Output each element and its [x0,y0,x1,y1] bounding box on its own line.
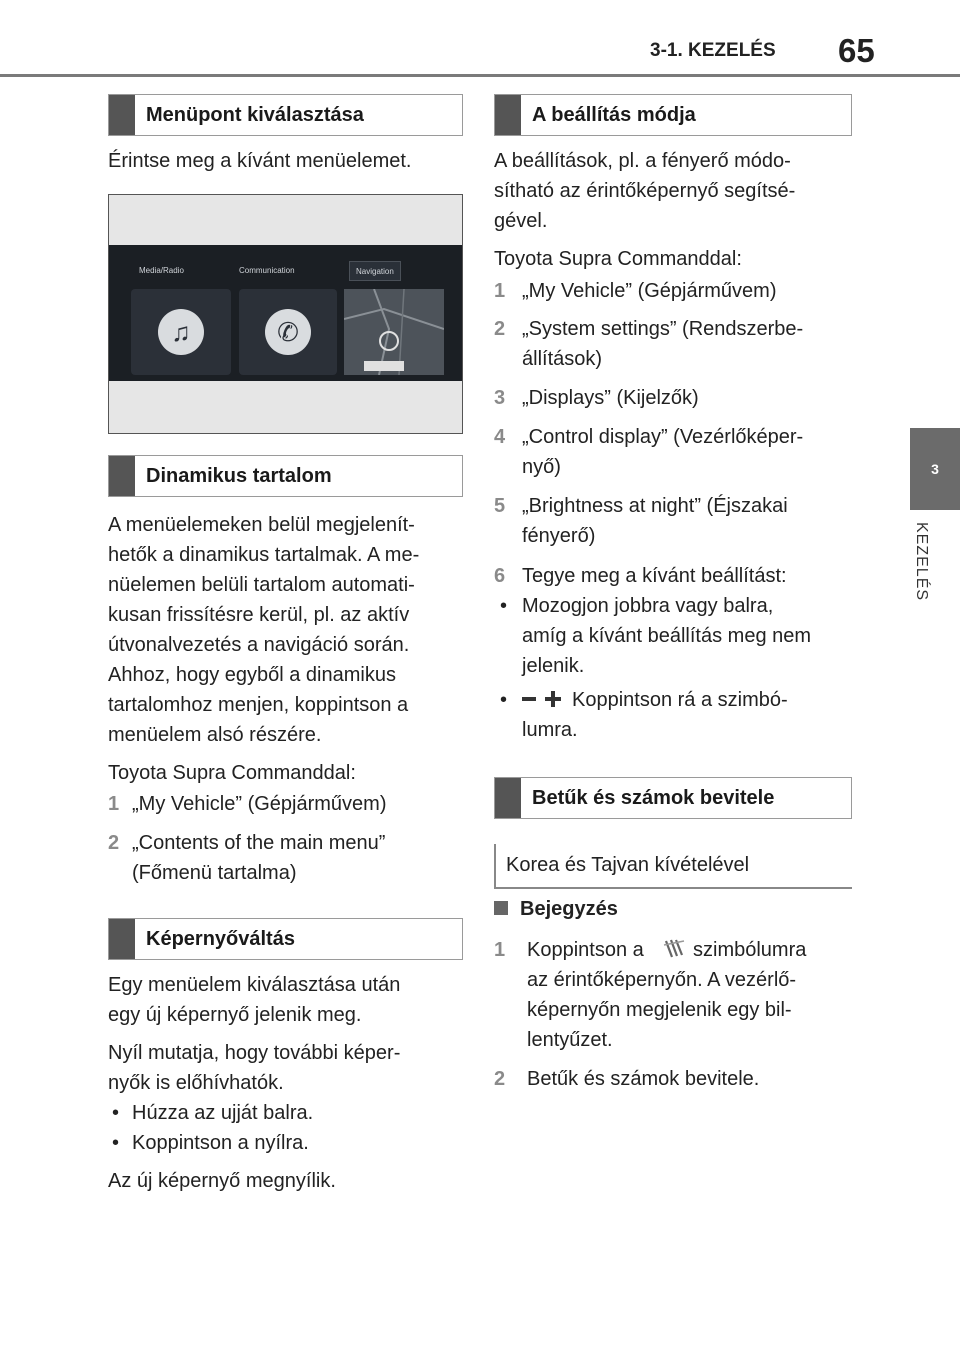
media-tile [131,289,231,375]
paragraph-line: Nyíl mutatja, hogy további képer- [108,1042,401,1064]
step-number: 1 [494,280,506,302]
step-text: „Brightness at night” (Éjszakai [522,495,788,517]
bullet-marker: • [500,595,508,617]
step-text: képernyőn megjelenik egy bil- [527,999,792,1021]
section-header-screen-switch [108,918,463,960]
paragraph-line: A menüelemeken belül megjelenít- [108,514,415,536]
step-text: az érintőképernyőn. A vezérlő- [527,969,797,991]
step-text: „Contents of the main menu” [132,832,386,854]
music-note-icon: ♫ [158,309,204,355]
section-header-text: Menüpont kiválasztása [146,104,364,126]
step-text: „Displays” (Kijelzők) [522,387,699,409]
intro-line: Toyota Supra Commanddal: [108,762,356,784]
paragraph-line: A beállítások, pl. a fényerő módo- [494,150,791,172]
chapter-label: KEZELÉS [913,522,930,602]
step-number: 6 [494,565,506,587]
paragraph-line: egy új képernyő jelenik meg. [108,1004,362,1026]
section-bar [495,778,521,818]
section-title: 3-1. KEZELÉS [650,40,776,61]
step-text: Tegye meg a kívánt beállítást: [522,565,787,587]
intro-line: Toyota Supra Commanddal: [494,248,742,270]
paragraph-line: Ahhoz, hogy egyből a dinamikus [108,664,396,686]
step-text: szimbólumra [693,939,807,961]
chapter-tab: 3 [910,428,960,510]
section-header-text: Képernyőváltás [146,928,295,950]
section-bar [109,95,135,135]
bullet-text: Koppintson a nyílra. [132,1132,309,1154]
section-header-text: Dinamikus tartalom [146,465,332,487]
section-header-setting-method [494,94,852,136]
navigation-map-tile [344,289,444,375]
bullet-text: Húzza az ujját balra. [132,1102,314,1124]
step-number: 3 [494,387,506,409]
step-number: 4 [494,426,506,448]
paragraph-line: tartalomhoz menjen, koppintson a [108,694,409,716]
section-header-text: A beállítás módja [532,104,696,126]
step-text: nyő) [522,456,561,478]
bullet-text: Koppintson rá a szimbó- [572,689,788,711]
screen-tabs [109,261,462,281]
step-number: 2 [494,1068,506,1090]
bullet-text: lumra. [522,719,578,741]
step-text: „My Vehicle” (Gépjárművem) [522,280,777,302]
paragraph-line: Egy menüelem kiválasztása után [108,974,401,996]
step-text: (Főmenü tartalma) [132,862,297,884]
paragraph-line: nyők is előhívhatók. [108,1072,284,1094]
step-number: 1 [494,939,506,961]
bullet-marker: • [112,1102,120,1124]
step-text: Koppintson a [527,939,644,961]
page-number: 65 [838,32,875,69]
section-header-menu-select [108,94,463,136]
communication-tile [239,289,337,375]
section-header-dynamic-content [108,455,463,497]
section-bar [109,456,135,496]
minus-plus-icon [520,688,564,715]
paragraph-line: menüelem alsó részére. [108,724,322,746]
section-header-text-input [494,777,852,819]
subheading-text: Bejegyzés [520,898,618,920]
region-note-box [494,844,852,889]
paragraph-line: nüelemen belüli tartalom automati- [108,574,415,596]
section-bar [495,95,521,135]
step-number: 5 [494,495,506,517]
tab-communication: Communication [239,266,295,275]
paragraph-line: útvonalvezetés a navigáció során. [108,634,410,656]
square-bullet-icon [494,901,508,915]
screen-figure [108,194,463,434]
subheading-entry [494,898,618,921]
step-text: lentyűzet. [527,1029,613,1051]
step-text: fényerő) [522,525,596,547]
tab-navigation: Navigation [349,261,401,281]
bullet-marker: • [500,689,508,711]
header-rule [0,74,960,77]
bullet-text: Mozogjon jobbra vagy balra, [522,595,774,617]
bullet-text: jelenik. [522,655,585,677]
paragraph-line: kusan frissítésre kerül, pl. az aktív [108,604,410,626]
map-icon [344,289,444,375]
paragraph-line: hetők a dinamikus tartalmak. A me- [108,544,420,566]
bullet-marker: • [112,1132,120,1154]
paragraph-line: gével. [494,210,548,232]
control-display [109,245,462,381]
step-text: „System settings” (Rendszerbe- [522,318,804,340]
step-text: állítások) [522,348,603,370]
phone-icon: ✆ [265,309,311,355]
section-header-text: Betűk és számok bevitele [532,787,775,809]
handwriting-icon [662,937,688,966]
step-number: 1 [108,793,120,815]
step-text: Betűk és számok bevitele. [527,1068,760,1090]
paragraph-line: sítható az érintőképernyő segítsé- [494,180,796,202]
bullet-text: amíg a kívánt beállítás meg nem [522,625,812,647]
step-text: „My Vehicle” (Gépjárművem) [132,793,387,815]
paragraph-line: Az új képernyő megnyílik. [108,1170,336,1192]
step-number: 2 [494,318,506,340]
tab-media-radio: Media/Radio [139,266,184,275]
section-bar [109,919,135,959]
paragraph: Érintse meg a kívánt menüelemet. [108,150,412,172]
step-number: 2 [108,832,120,854]
region-note: Korea és Tajvan kívételével [506,854,750,876]
step-text: „Control display” (Vezérlőképer- [522,426,804,448]
